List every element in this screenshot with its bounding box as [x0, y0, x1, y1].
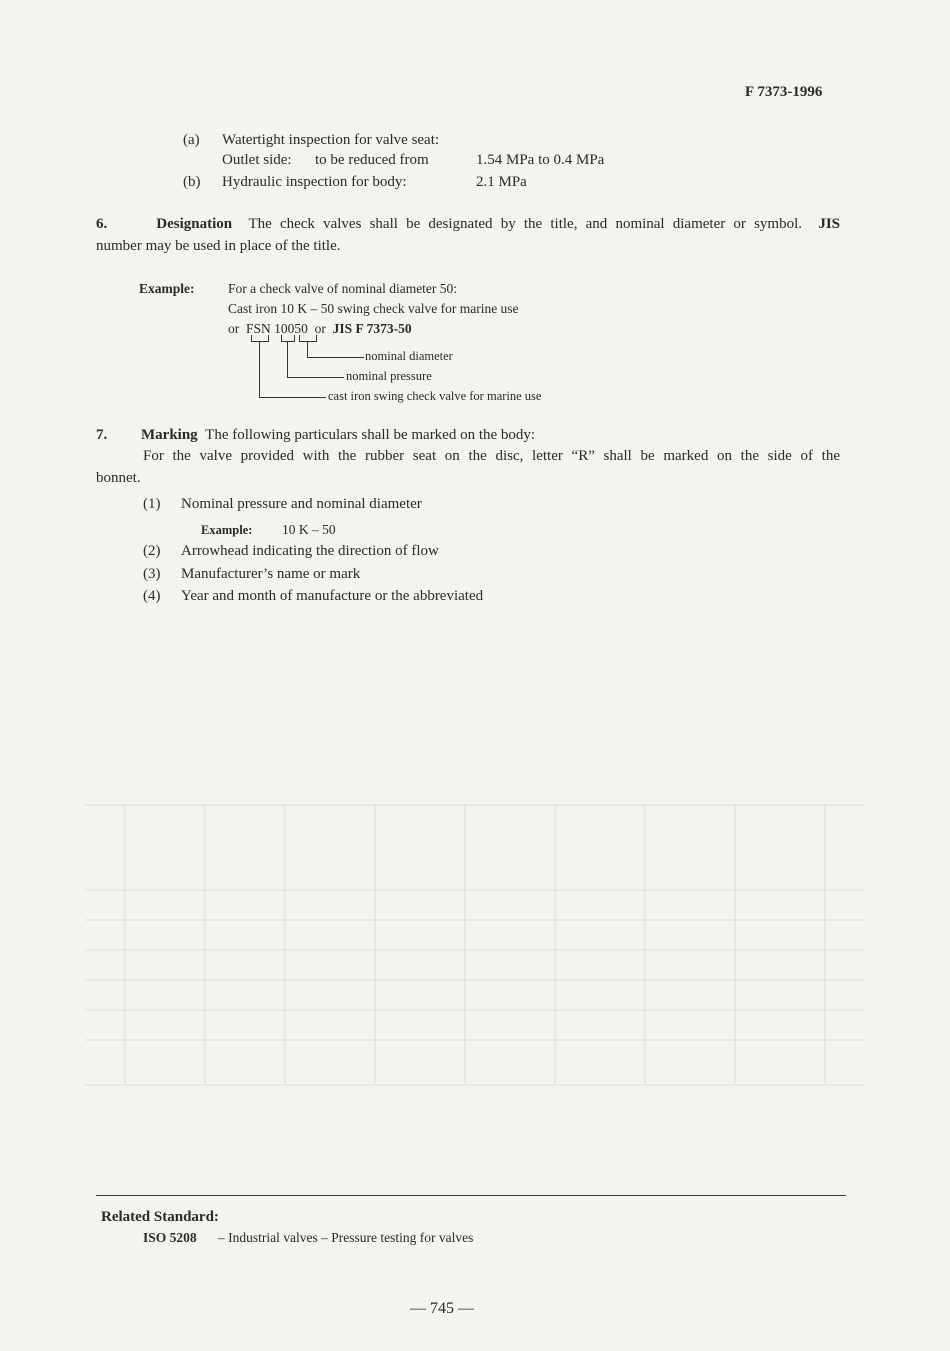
- or-text-2: or: [314, 321, 326, 336]
- iso-number: ISO 5208: [143, 1230, 197, 1245]
- callout-type: cast iron swing check valve for marine use: [328, 389, 542, 403]
- inspection-b-text: Hydraulic inspection for body:: [222, 174, 407, 190]
- outlet-side-text: to be reduced from: [315, 152, 429, 168]
- or-text-1: or: [228, 321, 240, 336]
- inspection-b-value: 2.1 MPa: [476, 174, 527, 190]
- section6-example-line2: Cast iron 10 K – 50 swing check valve for marine use: [228, 301, 519, 316]
- outlet-side-value: 1.54 MPa to 0.4 MPa: [476, 152, 605, 168]
- section7-body: The following particulars shall be marked on the body:: [205, 427, 536, 443]
- jis-designation: JIS F 7373-50: [332, 321, 412, 336]
- marking-item-1-text: Nominal pressure and nominal diameter: [181, 496, 422, 512]
- section6-line2: number may be used in place of the title.: [96, 238, 341, 254]
- callout-line-type: [259, 341, 326, 398]
- inspection-b-label: (b): [183, 174, 201, 190]
- marking-example-value: 10 K – 50: [282, 522, 336, 537]
- related-standard-heading: Related Standard:: [101, 1209, 219, 1225]
- section6-example-label: Example:: [139, 281, 195, 296]
- marking-item-2-num: (2): [143, 543, 161, 559]
- section6-line1: [96, 214, 840, 235]
- section7-title: Marking: [141, 427, 198, 443]
- marking-item-2-text: Arrowhead indicating the direction of flow: [181, 543, 439, 559]
- marking-item-3-num: (3): [143, 566, 161, 582]
- outlet-side-label: Outlet side:: [222, 152, 292, 168]
- inspection-a-label: (a): [183, 132, 200, 148]
- callout-diameter: nominal diameter: [365, 349, 453, 363]
- marking-item-4-num: (4): [143, 588, 161, 604]
- section6-body: The check valves shall be designated by the title, and nominal diameter or symbol.: [248, 216, 802, 232]
- section7-line1: [96, 425, 535, 446]
- related-standard-rule: [96, 1195, 846, 1196]
- section6-number: 6.: [96, 216, 108, 232]
- marking-item-4-text: Year and month of manufacture or the abbreviated: [181, 588, 484, 604]
- show-through-table-ghost: [85, 800, 865, 1090]
- designation-code: FSN 10050: [246, 321, 308, 336]
- marking-example-label: Example:: [201, 523, 253, 537]
- section7-line3: bonnet.: [96, 470, 141, 486]
- page-number: — 745 —: [410, 1300, 474, 1317]
- section6-example-line1: For a check valve of nominal diameter 50:: [228, 281, 458, 296]
- section7-number: 7.: [96, 427, 108, 443]
- marking-item-3-text: Manufacturer’s name or mark: [181, 566, 361, 582]
- callout-pressure: nominal pressure: [346, 369, 432, 383]
- iso-title: – Industrial valves – Pressure testing for valves: [218, 1230, 474, 1245]
- standard-number: F 7373-1996: [745, 84, 823, 100]
- marking-item-1-num: (1): [143, 496, 161, 512]
- inspection-a-text: Watertight inspection for valve seat:: [222, 132, 440, 148]
- section6-title: Designation: [156, 216, 233, 232]
- section6-jis: JIS: [818, 216, 841, 232]
- section7-line2: For the valve provided with the rubber seat on the disc, letter “R” shall be marked on the side of the: [143, 448, 840, 464]
